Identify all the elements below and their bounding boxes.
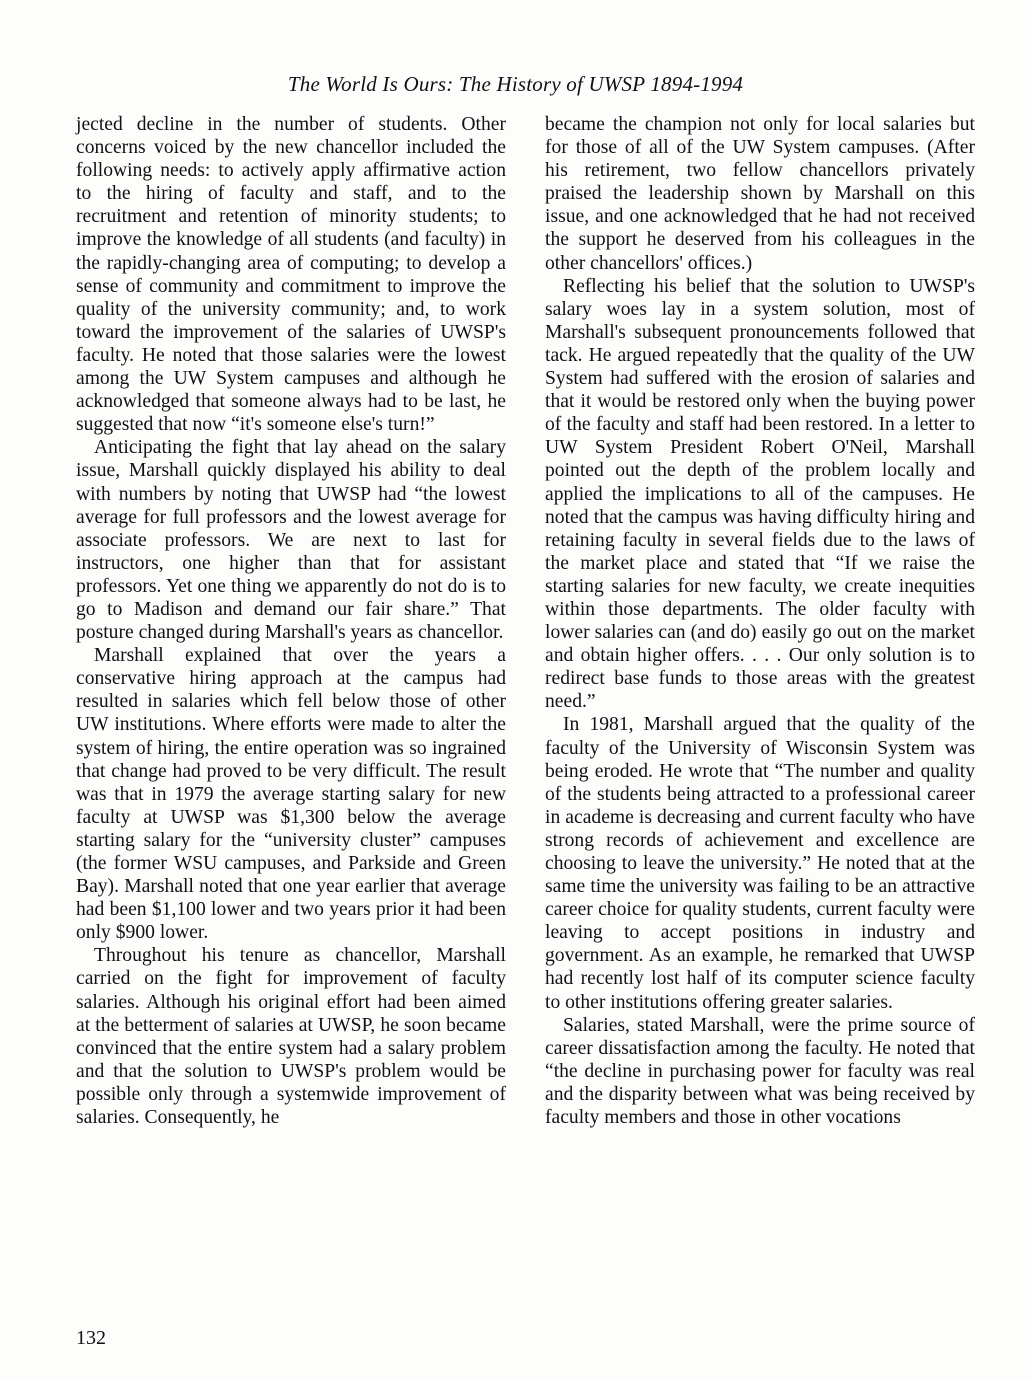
paragraph: Reflecting his belief that the solution to UWSP's salary woes lay in a system solution, most of Marshall's subsequent pronouncements followed that tack. He argued repeatedly that the quality of the UW System had suffered with the erosion of salaries and that it would be restored only when the buying power of the faculty and staff had been restored. In a letter to UW System President Robert O'Neil, Marshall pointed out the depth of the problem locally and applied the implications to all of the campuses. He noted that the campus was having difficulty hiring and retaining faculty in several fields due to the laws of the market place and stated that “If we raise the starting salaries for new faculty, we create inequities within those departments. The older faculty with lower salaries can (and do) easily go out on the market and obtain higher offers. . . . Our only solution is to redirect base funds to those areas with the greatest need.”: [545, 275, 975, 713]
paragraph: Throughout his tenure as chancellor, Marshall carried on the fight for improvement of faculty salaries. Although his original effort had been aimed at the betterment of salaries at UWSP, he soon became convinced that the entire system had a salary problem and that the solution to UWSP's problem would be possible only through a systemwide improvement of salaries. Consequently, he: [76, 945, 506, 1129]
right-text-column: [545, 113, 975, 1129]
paragraph: In 1981, Marshall argued that the quality of the faculty of the University of Wisconsin System was being eroded. He wrote that “The number and quality of the students being attracted to a professional career in academe is decreasing and current faculty who have strong records of achievement and excellence are choosing to leave the university.” He noted that at the same time the university was failing to be an attractive career choice for quality students, current faculty were leaving to accept positions in industry and government. As an example, he remarked that UWSP had recently lost half of its computer science faculty to other institutions offering greater salaries.: [545, 714, 975, 1013]
paragraph: Anticipating the fight that lay ahead on the salary issue, Marshall quickly displayed his ability to deal with numbers by noting that UWSP had “the lowest average for full professors and the lowest average for associate professors. We are next to last for instructors, one higher than that for assistant professors. Yet one thing we apparently do not do is to go to Madison and demand our fair share.” That posture changed during Marshall's years as chancellor.: [76, 437, 506, 644]
running-head-title: The World Is Ours: The History of UWSP 1894-1994: [287, 72, 744, 96]
left-text-column: [76, 113, 506, 1129]
paragraph: jected decline in the number of students. Other concerns voiced by the new chancellor included the following needs: to actively apply affirmative action to the hiring of faculty and staff, and to the recruitment and retention of minority students; to improve the knowledge of all students (and faculty) in the rapidly-changing area of computing; to develop a sense of community and commitment to improve the quality of the university community; and, to work toward the improvement of the salaries of UWSP's faculty. He noted that those salaries were the lowest among the UW System campuses and although he acknowledged that someone always had to be last, he suggested that now “it's someone else's turn!”: [76, 114, 506, 436]
paragraph: became the champion not only for local salaries but for those of all of the UW System campuses. (After his retirement, two fellow chancellors privately praised the leadership shown by Marshall on this issue, and one acknowledged that he had not received the support he deserved from his colleagues in the other chancellors' offices.): [545, 114, 975, 274]
page-number: 132: [76, 1327, 106, 1349]
paragraph: Marshall explained that over the years a conservative hiring approach at the campus had resulted in salaries which fell below those of other UW institutions. Where efforts were made to alter the system of hiring, the entire operation was so ingrained that change had proved to be very difficult. The result was that in 1979 the average starting salary for new faculty at UWSP was $1,300 below the average starting salary for the “university cluster” campuses (the former WSU campuses, and Parkside and Green Bay). Marshall noted that one year earlier that average had been $1,100 lower and two years prior it had been only $900 lower.: [76, 645, 506, 944]
paragraph: Salaries, stated Marshall, were the prime source of career dissatisfaction among the faculty. He noted that “the decline in purchasing power for faculty was real and the disparity between what was being received by faculty members and those in other vocations: [545, 1014, 975, 1129]
